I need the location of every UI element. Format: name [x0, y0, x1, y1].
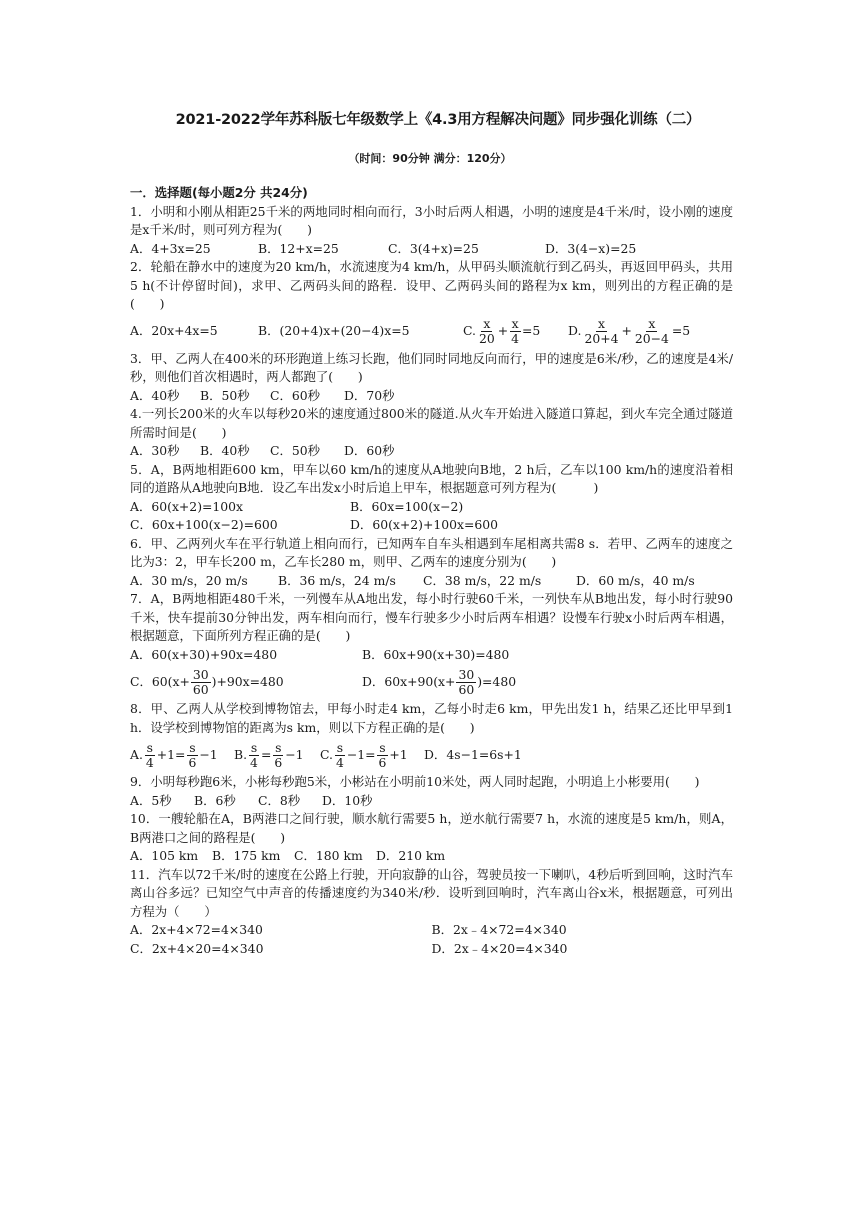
- option-d: D. $\frac{x}{20+4}$ + $\frac{x}{20-4}$ =5: [568, 316, 691, 346]
- question-8: 8．甲、乙两人从学校到博物馆去，甲每小时走4 km，乙每小时走6 km，甲先出发1 h，结果乙还比甲早到1 h．设学校到博物馆的距离为s km，则以下方程正确的是( ): [130, 701, 733, 735]
- question-6: 6．甲、乙两列火车在平行轨道上相向而行，已知两车自车头相遇到车尾相离共需8 s．若甲、乙两车的速度之比为3：2，甲车长200 m，乙车长280 m，则甲、乙两车的速度分别为( ): [130, 535, 733, 569]
- document-subtitle: （时间：90分钟 满分：120分）: [348, 152, 512, 165]
- option-b: B．36 m/s，24 m/s: [278, 572, 396, 588]
- option-b: B．(20+4)x+(20−4)x=5: [258, 323, 410, 339]
- option-c: C．38 m/s，22 m/s: [423, 572, 542, 588]
- fraction: $\frac{s}{4}$: [335, 739, 344, 770]
- option-a: A．4+3x=25: [130, 240, 211, 256]
- fraction: $\frac{s}{6}$: [378, 739, 387, 770]
- option-c: C．60x+100(x−2)=600: [130, 517, 278, 532]
- option-a: A．5秒: [130, 792, 172, 808]
- option-a: A．60(x+2)=100x: [130, 498, 244, 514]
- option-d: D．60 m/s，40 m/s: [576, 572, 695, 588]
- option-d: D．10秒: [322, 792, 373, 808]
- option-b: B. $\frac{s}{4}$ = $\frac{s}{6}$ −1: [234, 739, 304, 770]
- option-c: C．180 km: [294, 848, 363, 863]
- option-d: D．60秒: [344, 443, 395, 458]
- question-9: 9．小明每秒跑6米，小彬每秒跑5米，小彬站在小明前10米处，两人同时起跑，小明追上小彬要用( ): [130, 774, 700, 789]
- option-d: D．3(4−x)=25: [545, 240, 637, 256]
- option-c: C．60秒: [270, 387, 321, 403]
- option-d: D．60x+90(x+ $\frac{30}{60}$ )=480: [362, 666, 517, 697]
- section-heading: 一．选择题(每小题2分 共24分): [130, 185, 308, 200]
- option-a: A．2x+4×72=4×340: [130, 922, 263, 937]
- fraction: $\frac{s}{4}$: [145, 739, 154, 770]
- option-b: B．50秒: [200, 387, 250, 403]
- option-c: C．2x+4×20=4×340: [130, 940, 264, 956]
- option-c: C. $\frac{s}{4}$ −1= $\frac{s}{6}$ +1: [320, 739, 408, 770]
- option-d: D．210 km: [376, 848, 446, 863]
- option-a: A．30秒: [130, 443, 180, 458]
- question-1: 1．小明和小刚从相距25千米的两地同时相向而行，3小时后两人相遇，小明的速度是4千米/时，设小刚的速度是x千米/时，则可列方程为( ): [130, 203, 733, 237]
- option-d: D．70秒: [344, 387, 395, 403]
- question-7-options-row2: [130, 664, 733, 700]
- fraction: $\frac{s}{6}$: [188, 739, 197, 770]
- option-d: D．4s−1=6s+1: [424, 746, 522, 762]
- fraction: $\frac{30}{60}$: [458, 666, 475, 697]
- fraction: $\frac{x}{20}$: [478, 316, 495, 346]
- option-c: C. $\frac{x}{20}$ + $\frac{x}{4}$ =5: [463, 316, 541, 346]
- question-4: 4.一列长200米的火车以每秒20米的速度通过800米的隧道.从火车开始进入隧道口算起，到火车完全通过隧道所需时间是( ): [130, 406, 733, 440]
- option-b: B．60x+90(x+30)=480: [362, 646, 510, 662]
- question-5-options-row1: [130, 498, 733, 517]
- question-7-options-row1: [130, 646, 733, 665]
- question-1-options: [130, 240, 733, 259]
- question-7: 7．A，B两地相距480千米，一列慢车从A地出发，每小时行驶60千米，一列快车从B地出发，每小时行驶90千米，快车提前30分钟出发，两车相向而行，慢车行驶多少小时后两车相遇？设慢车行驶x小时后两车相遇，根据题意，下面所列方程正确的是( ): [130, 591, 733, 643]
- option-a: A．105 km: [130, 848, 199, 863]
- question-11: 11．汽车以72千米/时的速度在公路上行驶，开向寂静的山谷，驾驶员按一下喇叭，4秒后听到回响，这时汽车离山谷多远？已知空气中声音的传播速度约为340米/秒．设听到回响时，汽车离山谷x米，根据题意，可列出方程为（ ）: [130, 866, 733, 919]
- option-c: C．3(4+x)=25: [388, 240, 479, 256]
- option-a: A．60(x+30)+90x=480: [130, 646, 278, 662]
- question-5-options-row2: [130, 516, 733, 535]
- fraction: $\frac{30}{60}$: [192, 666, 209, 697]
- document-title: 2021-2022学年苏科版七年级数学上《4.3用方程解决问题》同步强化训练（二）: [175, 112, 701, 128]
- option-b: B．12+x=25: [258, 240, 339, 256]
- option-c: C．8秒: [258, 792, 301, 808]
- option-a: A. $\frac{s}{4}$ +1= $\frac{s}{6}$ −1: [130, 739, 218, 770]
- question-10-options: [130, 847, 733, 866]
- question-11-options-row2: [130, 940, 733, 959]
- document-body: [130, 184, 733, 958]
- question-2: 2．轮船在静水中的速度为20 km/h，水流速度为4 km/h，从甲码头顺流航行到乙码头，再返回甲码头，共用5 h(不计停留时间)，求甲、乙两码头间的路程．设甲、乙两码头间的路程为x km，则列出的方程正确的是( ): [130, 259, 733, 311]
- question-8-options: [130, 737, 733, 773]
- option-a: A．20x+4x=5: [130, 323, 218, 339]
- option-b: B．40秒: [200, 443, 250, 458]
- option-b: B．2x﹣4×72=4×340: [431, 922, 567, 937]
- question-3: 3．甲、乙两人在400米的环形跑道上练习长跑，他们同时同地反向而行，甲的速度是6米/秒，乙的速度是4米/秒，则他们首次相遇时，两人都跑了( ): [130, 350, 733, 384]
- option-c: C．60(x+ $\frac{30}{60}$ )+90x=480: [130, 666, 284, 697]
- question-9-options: [130, 792, 733, 811]
- fraction: $\frac{x}{20-4}$: [634, 316, 669, 346]
- question-5: 5．A，B两地相距600 km，甲车以60 km/h的速度从A地驶向B地，2 h后，乙车以100 km/h的速度沿着相同的道路从A地驶向B地．设乙车出发x小时后追上甲车，根据题意可列方程为( ): [130, 461, 733, 495]
- question-4-options: [130, 442, 733, 461]
- option-a: A．30 m/s，20 m/s: [130, 572, 248, 588]
- fraction: $\frac{x}{4}$: [511, 316, 520, 346]
- question-11-options-row1: [130, 921, 733, 940]
- fraction: $\frac{s}{4}$: [250, 739, 258, 770]
- option-b: B．175 km: [212, 848, 281, 863]
- option-a: A．40秒: [130, 387, 180, 403]
- fraction: $\frac{x}{20+4}$: [584, 316, 619, 346]
- option-d: D．60(x+2)+100x=600: [350, 517, 499, 532]
- option-b: B．60x=100(x−2): [350, 498, 464, 514]
- option-c: C．50秒: [270, 443, 321, 458]
- option-b: B．6秒: [194, 792, 236, 808]
- fraction: $\frac{s}{6}$: [274, 739, 283, 770]
- question-6-options: [130, 572, 733, 591]
- question-3-options: [130, 387, 733, 406]
- option-d: D．2x﹣4×20=4×340: [431, 940, 568, 956]
- question-2-options: [130, 314, 733, 350]
- question-10: 10．一艘轮船在A，B两港口之间行驶，顺水航行需要5 h，逆水航行需要7 h，水流的速度是5 km/h，则A，B两港口之间的路程是( ): [130, 811, 733, 845]
